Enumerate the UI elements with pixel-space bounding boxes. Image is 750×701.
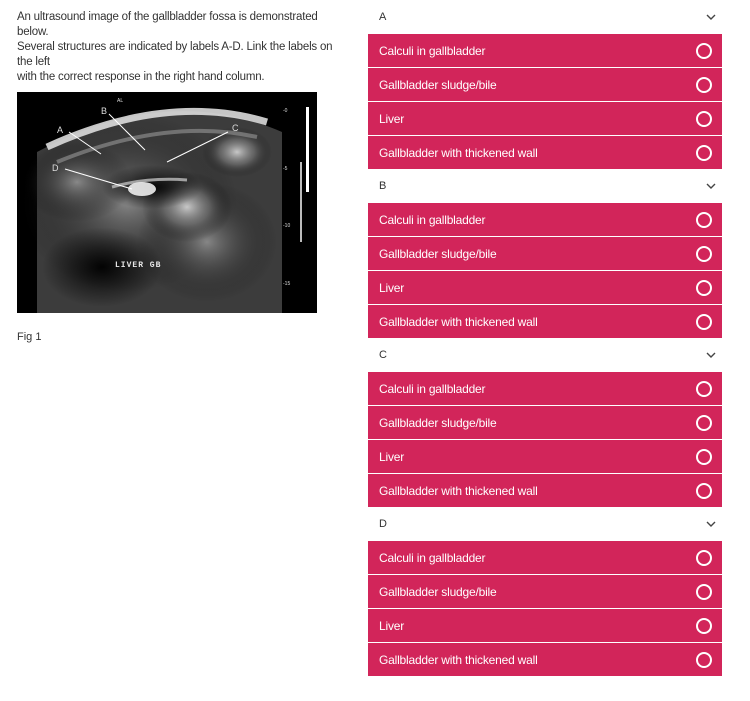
- option-label: Gallbladder sludge/bile: [379, 584, 497, 599]
- dropdown-label: C: [379, 349, 387, 361]
- figure-caption: Fig 1: [17, 331, 42, 343]
- depth-tick-0: -0: [283, 108, 288, 114]
- figure-label-d: D: [52, 163, 59, 173]
- option-label: Gallbladder with thickened wall: [379, 314, 538, 329]
- depth-tick-10: -10: [283, 223, 291, 229]
- option-thickened-wall[interactable]: [368, 643, 722, 676]
- dropdown-header-d[interactable]: [368, 507, 722, 541]
- radio-icon[interactable]: [696, 483, 712, 499]
- question-group-c: [368, 338, 722, 507]
- figure-organ-text: LIVER GB: [115, 261, 162, 270]
- question-intro: [17, 10, 347, 85]
- radio-icon[interactable]: [696, 246, 712, 262]
- option-label: Liver: [379, 111, 405, 126]
- option-label: Calculi in gallbladder: [379, 381, 486, 396]
- dropdown-label: A: [379, 11, 387, 23]
- chevron-down-icon: [706, 350, 716, 360]
- question-stem: [17, 10, 347, 343]
- option-label: Liver: [379, 449, 405, 464]
- radio-icon[interactable]: [696, 77, 712, 93]
- radio-icon[interactable]: [696, 43, 712, 59]
- figure-top-mark: AL: [117, 98, 124, 104]
- option-label: Calculi in gallbladder: [379, 550, 486, 565]
- options-list: [368, 541, 722, 676]
- intro-line-2: Several structures are indicated by labels A-D. Link the labels on the left: [17, 41, 333, 68]
- options-list: [368, 34, 722, 169]
- option-calculi[interactable]: [368, 34, 722, 68]
- option-label: Gallbladder with thickened wall: [379, 652, 538, 667]
- radio-icon[interactable]: [696, 618, 712, 634]
- option-thickened-wall[interactable]: [368, 136, 722, 169]
- option-sludge[interactable]: [368, 575, 722, 609]
- radio-icon[interactable]: [696, 652, 712, 668]
- option-sludge[interactable]: [368, 237, 722, 271]
- option-label: Calculi in gallbladder: [379, 43, 486, 58]
- option-label: Gallbladder sludge/bile: [379, 415, 497, 430]
- option-liver[interactable]: [368, 271, 722, 305]
- radio-icon[interactable]: [696, 381, 712, 397]
- chevron-down-icon: [706, 519, 716, 529]
- intro-line-3: with the correct response in the right hand column.: [17, 71, 265, 83]
- figure-label-b: B: [101, 106, 108, 116]
- option-label: Liver: [379, 618, 405, 633]
- dropdown-label: D: [379, 518, 387, 530]
- option-thickened-wall[interactable]: [368, 474, 722, 507]
- radio-icon[interactable]: [696, 449, 712, 465]
- options-list: [368, 203, 722, 338]
- radio-icon[interactable]: [696, 415, 712, 431]
- answer-column: [368, 0, 722, 676]
- option-label: Gallbladder sludge/bile: [379, 77, 497, 92]
- option-calculi[interactable]: [368, 203, 722, 237]
- option-sludge[interactable]: [368, 406, 722, 440]
- option-label: Calculi in gallbladder: [379, 212, 486, 227]
- radio-icon[interactable]: [696, 280, 712, 296]
- radio-icon[interactable]: [696, 584, 712, 600]
- dropdown-header-b[interactable]: [368, 169, 722, 203]
- question-group-d: [368, 507, 722, 676]
- option-calculi[interactable]: [368, 541, 722, 575]
- dropdown-header-c[interactable]: [368, 338, 722, 372]
- option-liver[interactable]: [368, 609, 722, 643]
- option-label: Liver: [379, 280, 405, 295]
- option-label: Gallbladder with thickened wall: [379, 145, 538, 160]
- depth-tick-5: -5: [283, 166, 288, 172]
- chevron-down-icon: [706, 181, 716, 191]
- chevron-down-icon: [706, 12, 716, 22]
- option-label: Gallbladder with thickened wall: [379, 483, 538, 498]
- question-group-a: [368, 0, 722, 169]
- radio-icon[interactable]: [696, 212, 712, 228]
- figure-label-c: C: [232, 123, 239, 133]
- radio-icon[interactable]: [696, 145, 712, 161]
- question-group-b: [368, 169, 722, 338]
- radio-icon[interactable]: [696, 111, 712, 127]
- dropdown-header-a[interactable]: [368, 0, 722, 34]
- intro-line-1: An ultrasound image of the gallbladder fossa is demonstrated below.: [17, 11, 318, 38]
- ultrasound-image: [17, 92, 317, 313]
- option-calculi[interactable]: [368, 372, 722, 406]
- option-liver[interactable]: [368, 102, 722, 136]
- option-label: Gallbladder sludge/bile: [379, 246, 497, 261]
- figure-label-a: A: [57, 125, 64, 135]
- depth-tick-15: -15: [283, 281, 291, 287]
- dropdown-label: B: [379, 180, 387, 192]
- option-sludge[interactable]: [368, 68, 722, 102]
- radio-icon[interactable]: [696, 550, 712, 566]
- option-thickened-wall[interactable]: [368, 305, 722, 338]
- options-list: [368, 372, 722, 507]
- option-liver[interactable]: [368, 440, 722, 474]
- radio-icon[interactable]: [696, 314, 712, 330]
